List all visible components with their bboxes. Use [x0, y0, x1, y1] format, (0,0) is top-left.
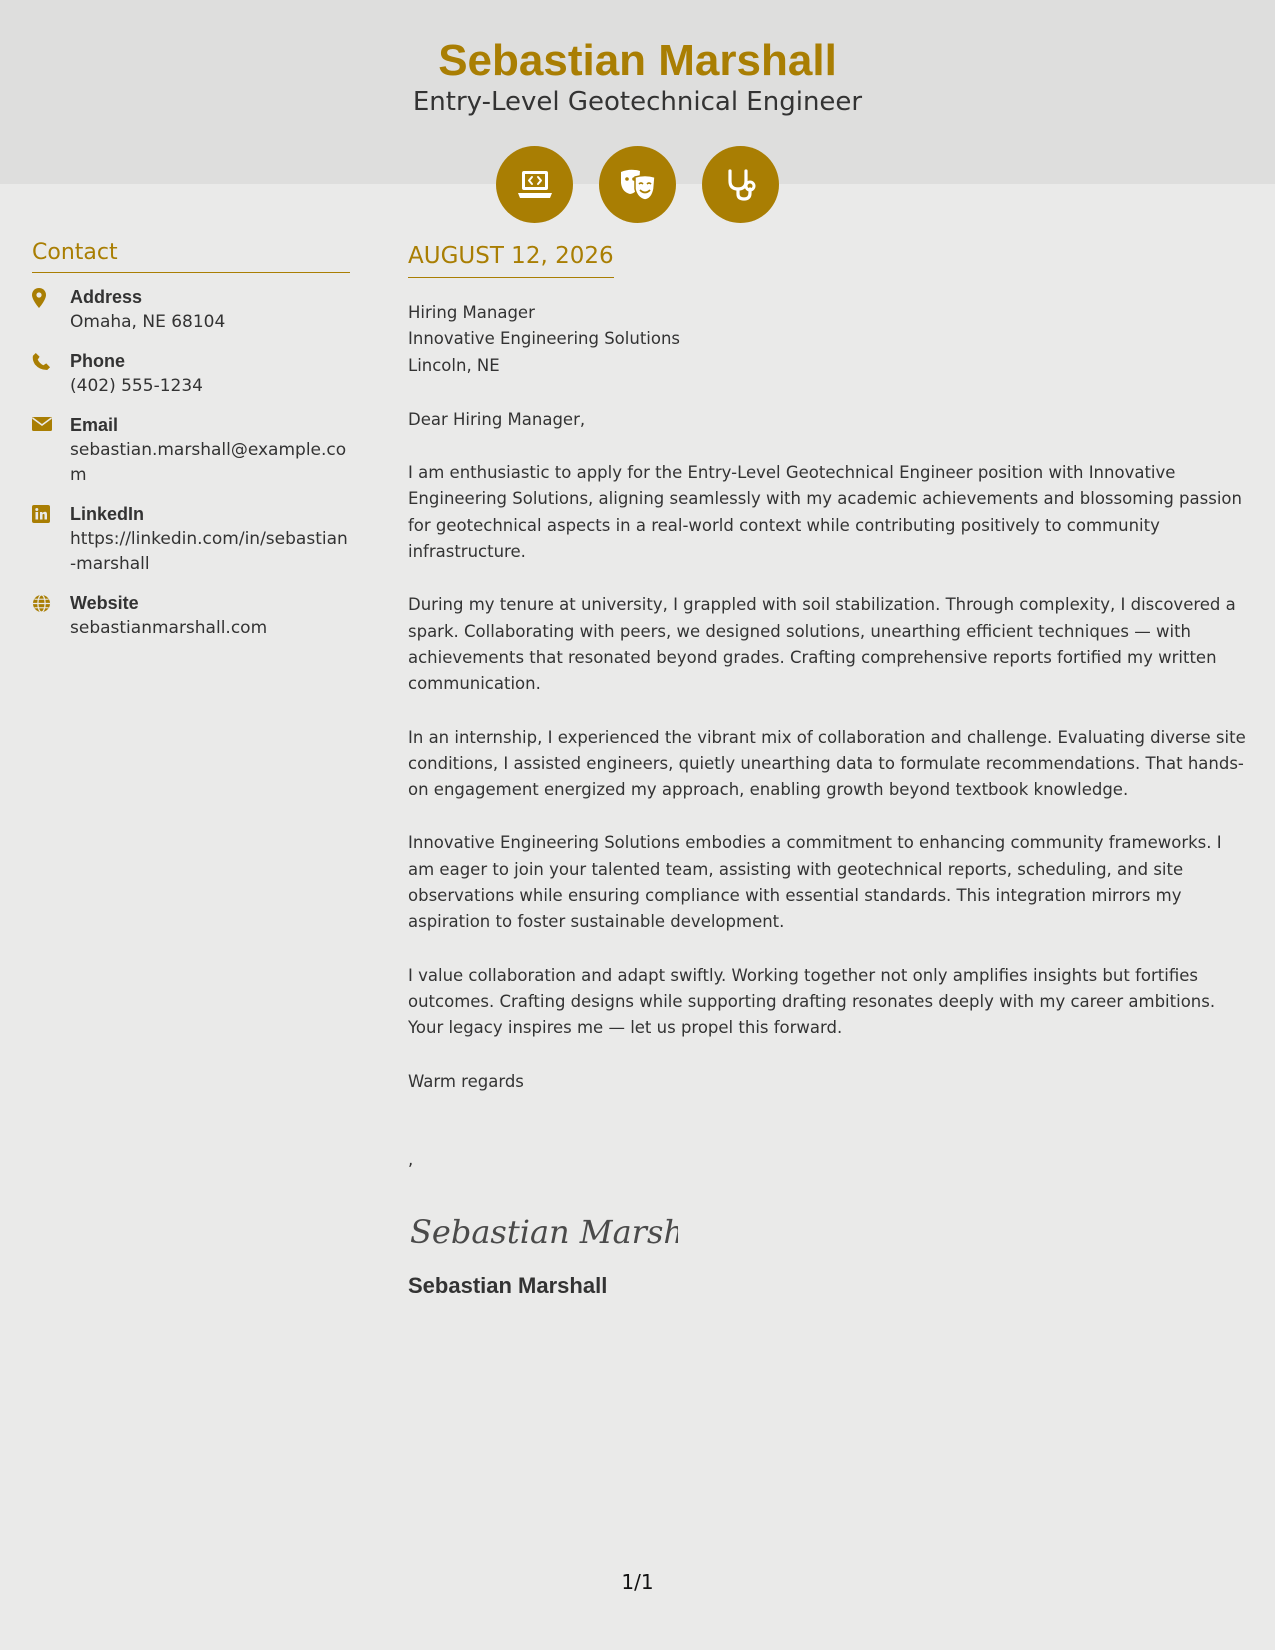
laptop-code-icon: [496, 146, 573, 223]
contact-sidebar: [32, 238, 350, 655]
letter-date: AUGUST 12, 2026: [408, 240, 614, 278]
contact-label: Address: [70, 287, 143, 307]
recipient-line: Lincoln, NE: [408, 355, 500, 375]
applicant-name: Sebastian Marshall: [438, 36, 837, 85]
contact-list: [32, 285, 350, 641]
contact-label: LinkedIn: [70, 504, 145, 524]
letter-paragraph: During my tenure at university, I grappled with soil stabilization. Through complexity, I discovered a spark. Collaborating with peers, we designed solutions, unearthing efficient techniques — with achievements that resonated beyond grades. Crafting comprehensive reports fortified my written communication.: [408, 595, 1236, 694]
address-value: Omaha, NE 68104: [70, 312, 226, 332]
contact-phone: [32, 349, 350, 399]
map-marker-icon: [32, 285, 70, 335]
globe-icon: [32, 591, 70, 641]
recipient-line: Hiring Manager: [408, 303, 535, 322]
letter-paragraph: In an internship, I experienced the vibrant mix of collaboration and challenge. Evaluating diverse site conditions, I assisted engineers, quietly unearthing data to formulate recommendations. That hands-on engagement energized my approach, enabling growth beyond textbook knowledge.: [408, 727, 1246, 800]
envelope-icon: [32, 413, 70, 488]
salutation: Dear Hiring Manager,: [408, 409, 586, 429]
contact-address: [32, 285, 350, 335]
letter-paragraph: I value collaboration and adapt swiftly. Working together not only amplifies insights but fortifies outcomes. Crafting designs while supporting drafting resonates deeply with my career ambitions. Your legacy inspires me — let us propel this forward.: [408, 965, 1216, 1038]
signed-name: Sebastian Marshall: [408, 1273, 608, 1299]
letter-paragraph: Innovative Engineering Solutions embodies a commitment to enhancing community frameworks. I am eager to join your talented team, assisting with geotechnical reports, scheduling, and site observations while ensuring compliance with essential standards. This integration mirrors my aspiration to foster sustainable development.: [408, 833, 1222, 932]
interest-icons: [496, 146, 779, 223]
contact-label: Website: [70, 593, 139, 613]
signature-image: [408, 1207, 1248, 1257]
phone-icon: [32, 349, 70, 399]
stethoscope-icon: [702, 146, 779, 223]
email-value[interactable]: sebastian.marshall@example.com: [70, 440, 347, 485]
linkedin-value[interactable]: https://linkedin.com/in/sebastian-marshall: [70, 529, 348, 574]
closing-comma: ,: [408, 1149, 414, 1169]
contact-label: Email: [70, 415, 119, 435]
job-title: Entry-Level Geotechnical Engineer: [412, 87, 863, 117]
contact-email: [32, 413, 350, 488]
recipient-block: [408, 300, 1248, 379]
linkedin-icon: [32, 502, 70, 577]
letter-paragraph: I am enthusiastic to apply for the Entry-Level Geotechnical Engineer position with Innovative Engineering Solutions, aligning seamlessly with my academic achievements and blossoming passion for geotechnical aspects in a real-world context while contributing positively to community infrastructure.: [408, 463, 1242, 562]
theater-masks-icon: [599, 146, 676, 223]
signature-text: Sebastian Marsh: [410, 1213, 678, 1252]
phone-value[interactable]: (402) 555-1234: [70, 376, 203, 396]
contact-linkedin: [32, 502, 350, 577]
closing: Warm regards: [408, 1071, 524, 1091]
website-value[interactable]: sebastianmarshall.com: [70, 618, 268, 638]
contact-label: Phone: [70, 351, 126, 371]
recipient-line: Innovative Engineering Solutions: [408, 329, 681, 349]
letter-body: [408, 240, 1248, 1301]
contact-heading: Contact: [32, 238, 350, 273]
contact-website: [32, 591, 350, 641]
page-number: 1/1: [621, 1570, 654, 1594]
